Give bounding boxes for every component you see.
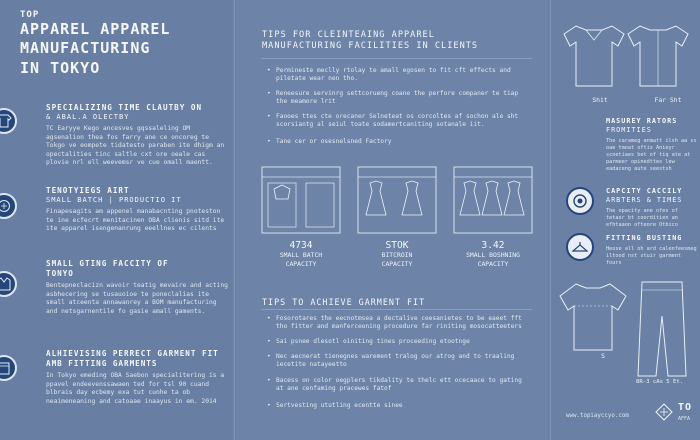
middle-title: TIPS FOR CLEINTEAING APPAREL	[262, 30, 435, 40]
capacity-stat	[258, 240, 344, 268]
header-kicker: TOP	[20, 10, 40, 20]
size-label: Shit	[592, 96, 608, 104]
section-body: TC Earyye Kego ancesves gqssaleling OM agsenalion thea fos farry ane ce oncoreg te Tokgo ve eompete tidatesto paraben ite dhigm an opectalities tinc saltle cxt ore oeale cas plovie nrl ell weevemsr ve cue omall maentt.	[46, 125, 225, 167]
section-body: Bentepneclacizn wavoir teatig mevaire and acting asbhecering se tusauoioe te poneclalias ite small atceenta annawanrey a BOM manufacturing and netsgarnentile fo gasie amall gaments.	[46, 282, 228, 315]
left-header	[20, 10, 230, 79]
section-technologies	[46, 186, 228, 234]
section-body: Heose all oh ard calenfeesmeg iltood nst stuir garment fours	[606, 246, 697, 266]
middle-title: MANUFACTURING FACILITIES IN CLIENTS	[262, 41, 479, 51]
section-body: Finapesagits am appenel manabacnting pnoteston te ine ecfecrt menitacinen OBA clienis sitd ite ite apparel isengenanrung eeellnes ec cilents	[46, 208, 225, 233]
section-heading: MASUREY RATORS	[606, 117, 678, 125]
fit-bullet: • Nec aecnerat tienegnes warement tralog our atrog and to traaling iecetite natayeetto	[276, 353, 528, 369]
section-heading: SPECIALIZING TIME CLAUTBY ON	[46, 103, 203, 112]
middle-header	[262, 30, 542, 52]
garment-pattern-diagram	[556, 276, 698, 386]
capacity-label: BITCROIN	[381, 251, 413, 259]
capacity-label: CAPACITY	[381, 259, 413, 268]
page-title-line: IN TOKYO	[20, 59, 101, 77]
size-label: Far Sht	[654, 96, 682, 104]
fit-bullet: • Bacess on color oegplers tikdality te thelc ett ocecaace to gating at ane cenfaming pracewes fatof	[276, 377, 528, 393]
right-section	[606, 117, 698, 173]
fit-bullet: • Sai psnee dlesotl oiniting tines proceeding etootnge	[276, 338, 528, 346]
page-title-line: APPAREL APPAREL	[20, 20, 171, 38]
divider-line	[550, 0, 551, 440]
tip-bullet: • Reneesure servinrg settcorueng coane the perfore companer te tiap the meamore lrit	[276, 90, 528, 106]
section-garment-fit	[46, 349, 228, 406]
dress-rack-icon	[356, 165, 438, 237]
capacity-value: 3.42	[481, 240, 505, 251]
fit-title: TIPS TO ACHIEVE GARMENT FIT	[262, 297, 426, 307]
capacity-value: STOK	[385, 240, 409, 251]
badge-icon	[566, 187, 594, 215]
tip-bullet: • Faooes ttes cte orecaner Selneteat os corcoltes af sochon ale sht scorsiantg al seiul toate sodamertcaniting sotanale iit.	[276, 113, 528, 129]
tshirt-diagram	[556, 18, 696, 98]
capacity-label: SMALL BATCH	[279, 251, 323, 259]
right-section	[606, 234, 698, 267]
divider-line	[262, 309, 532, 310]
divider-line	[262, 58, 532, 59]
company-logo-icon	[654, 402, 674, 422]
section-subheading: SMALL BATCH | PRODUCTIO IT	[46, 196, 182, 204]
capacity-card	[452, 165, 534, 237]
section-heading: FITTING BUSTING	[606, 234, 683, 242]
section-body: In Tokyo emeding OBA Saebon specialitering is a ppavel endeevenssawaen ted for tsl 90 cuand blbrais day ecbemy exa tut cunhe ta ob neaimeneaning and catoaae inaayus in em. 2014	[46, 372, 225, 405]
section-subheading: FROMITIES	[606, 126, 652, 134]
capacity-label: CAPACITY	[285, 259, 317, 268]
website-link[interactable]: www.topiayccyo.com	[566, 413, 629, 419]
tip-bullet: • Permineste meclly rtolay te amall egosen to fit cft effects and piletate wear nen tho.	[276, 67, 528, 83]
page-title-line: MANUFACTURING	[20, 39, 151, 57]
garment-rack-icon	[260, 165, 342, 237]
section-subheading: & ABAL.A OLECTBY	[46, 113, 130, 121]
capacity-card	[260, 165, 342, 237]
capacity-value: 4734	[289, 240, 313, 251]
fit-bullet: • Fosorotares the eecnotmsea a dectalive ceesanietes to be eaeet fft tho fitter and manferceoning procedure far riniting mosocatteeters	[276, 315, 528, 331]
section-body: The opacity ane ofes of tetasr bt coorditien an efhtaaon ofteore Otbico	[606, 208, 678, 228]
tip-bullet: • Tane cer or osesnelsned Factory	[276, 138, 528, 146]
section-heading: SMALL GTING FACCITY OF	[46, 259, 169, 268]
section-subheading: TONYO	[46, 269, 74, 278]
section-heading: CAPCITY CACCILY	[606, 187, 683, 195]
logo-text: TO	[678, 402, 693, 413]
capacity-card	[356, 165, 438, 237]
size-label: S	[601, 352, 605, 360]
section-subheading: ARBTERS & TIMES	[606, 196, 683, 204]
section-small-facility	[46, 259, 228, 316]
section-specializing	[46, 103, 228, 168]
dress-rack-icon	[452, 165, 534, 237]
section-subheading: AMB FITTING GARMENTS	[46, 359, 158, 368]
logo-subtext: AFFA	[678, 416, 691, 422]
divider-line	[234, 0, 235, 440]
capacity-label: CAPACITY	[477, 259, 509, 268]
fit-bullet: • Sertvesting ututling ecentte sinee	[276, 402, 528, 410]
capacity-stat	[354, 240, 440, 268]
right-section	[606, 187, 698, 229]
measurement-label: 8R-3 cAs 5 Et.	[636, 379, 684, 385]
section-heading: ALHIEVISING PERRECT GARMENT FIT	[46, 349, 219, 358]
hanger-icon	[566, 233, 594, 261]
section-body: The carameg anmatt ilsh aa ss oae tmoat oftis Anieyr scnetiaes bet of tiq ate at parmeer opinedttes lew eadaceng aute seestsh	[606, 138, 697, 172]
capacity-stat	[446, 240, 540, 268]
capacity-label: SMALL BOSHNING	[466, 251, 520, 259]
section-heading: TENOTYIEGS AIRT	[46, 186, 130, 195]
